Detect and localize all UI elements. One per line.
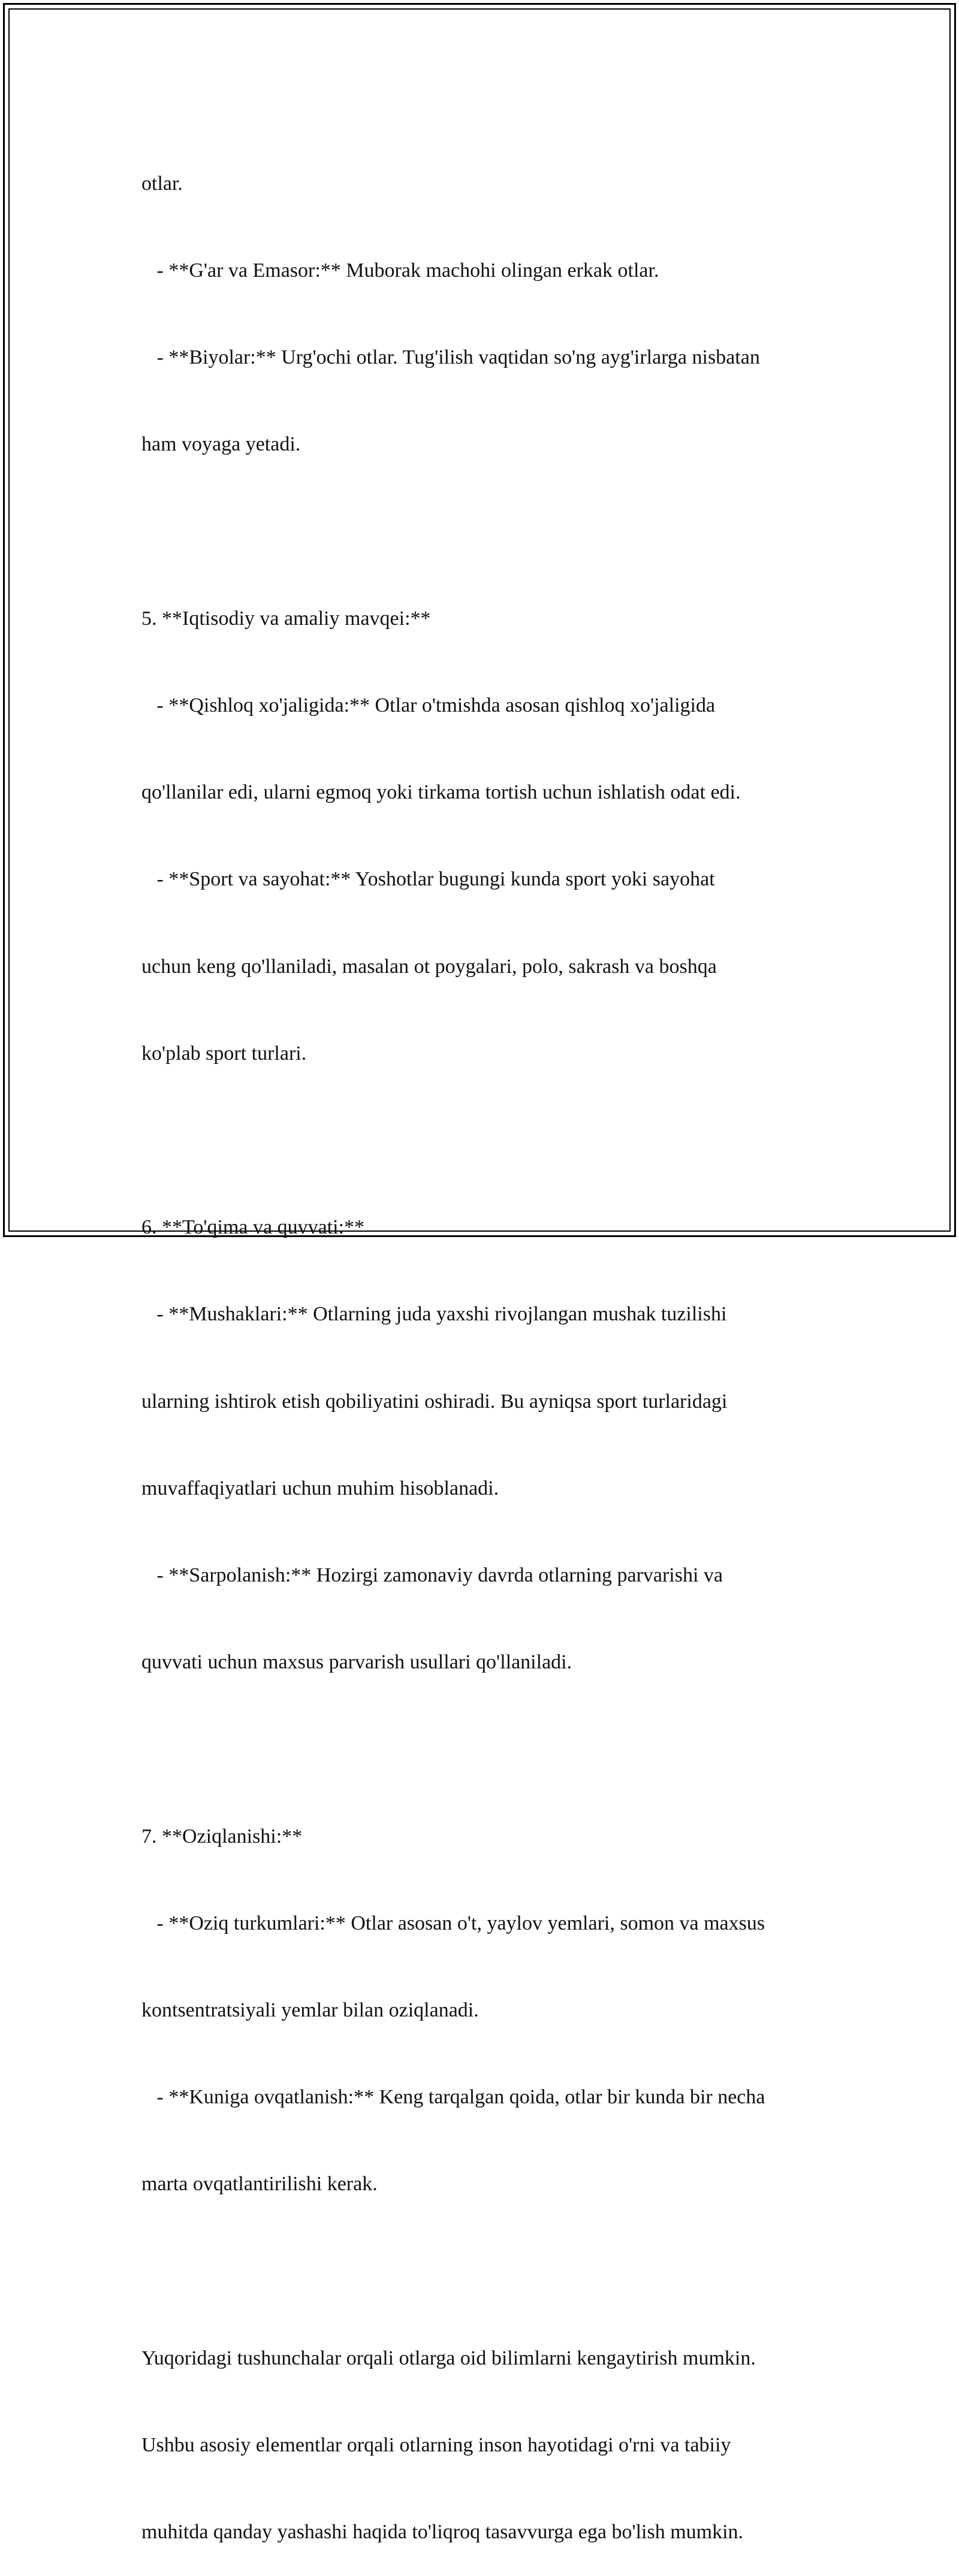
text-line: kontsentratsiyali yemlar bilan oziqlanadi. (141, 1999, 479, 2022)
text-line: muvaffaqiyatlari uchun muhim hisoblanadi. (141, 1477, 499, 1499)
conclusion-line: muhitda qanday yashashi haqida to'liqroq tasavvurga ega bo'lish mumkin. (141, 2521, 744, 2544)
text-line: uchun keng qo'llaniladi, masalan ot poygalari, polo, sakrash va boshqa (141, 955, 717, 978)
text-line: - **Kuniga ovqatlanish:** Keng tarqalgan qoida, otlar bir kunda bir necha (141, 2086, 765, 2109)
text-line: - **Oziq turkumlari:** Otlar asosan o't, yaylov yemlari, somon va maxsus (141, 1912, 765, 1934)
text-line: otlar. (141, 172, 183, 195)
text-line: ham voyaga yetadi. (141, 433, 301, 456)
text-line: qo'llanilar edi, ularni egmoq yoki tirkama tortish uchun ishlatish odat edi. (141, 781, 741, 804)
text-line: quvvati uchun maxsus parvarish usullari qo'llaniladi. (141, 1651, 572, 1674)
text-line: - **Qishloq xo'jaligida:** Otlar o'tmishda asosan qishloq xo'jaligida (141, 694, 716, 717)
conclusion-line: Yuqoridagi tushunchalar orqali otlarga oid bilimlarni kengaytirish mumkin. (141, 2347, 756, 2369)
blank-line (141, 2257, 825, 2286)
text-line: ko'plab sport turlari. (141, 1042, 307, 1065)
section-heading: 7. **Oziqlanishi:** (141, 1825, 303, 1848)
blank-line (141, 1126, 825, 1155)
section-heading: 5. **Iqtisodiy va amaliy mavqei:** (141, 607, 431, 630)
text-line: - **Mushaklari:** Otlarning juda yaxshi rivojlangan mushak tuzilishi (141, 1303, 727, 1326)
text-line: - **Biyolar:** Urg'ochi otlar. Tug'ilish vaqtidan so'ng ayg'irlarga nisbatan (141, 346, 760, 369)
text-line: - **Sport va sayohat:** Yoshotlar bugungi kunda sport yoki sayohat (141, 868, 715, 891)
blank-line (141, 518, 825, 546)
text-line: marta ovqatlantirilishi kerak. (141, 2173, 378, 2196)
text-line: - **Sarpolanish:** Hozirgi zamonaviy davrda otlarning parvarishi va (141, 1564, 723, 1587)
blank-line (141, 1735, 825, 1764)
conclusion-line: Ushbu asosiy elementlar orqali otlarning inson hayotidagi o'rni va tabiiy (141, 2434, 731, 2457)
text-line: ularning ishtirok etish qobiliyatini oshiradi. Bu ayniqsa sport turlaridagi (141, 1390, 728, 1413)
text-line: - **G'ar va Emasor:** Muborak machohi olingan erkak otlar. (141, 259, 659, 282)
document-body (141, 111, 825, 2576)
section-heading: 6. **To'qima va quvvati:** (141, 1216, 365, 1239)
